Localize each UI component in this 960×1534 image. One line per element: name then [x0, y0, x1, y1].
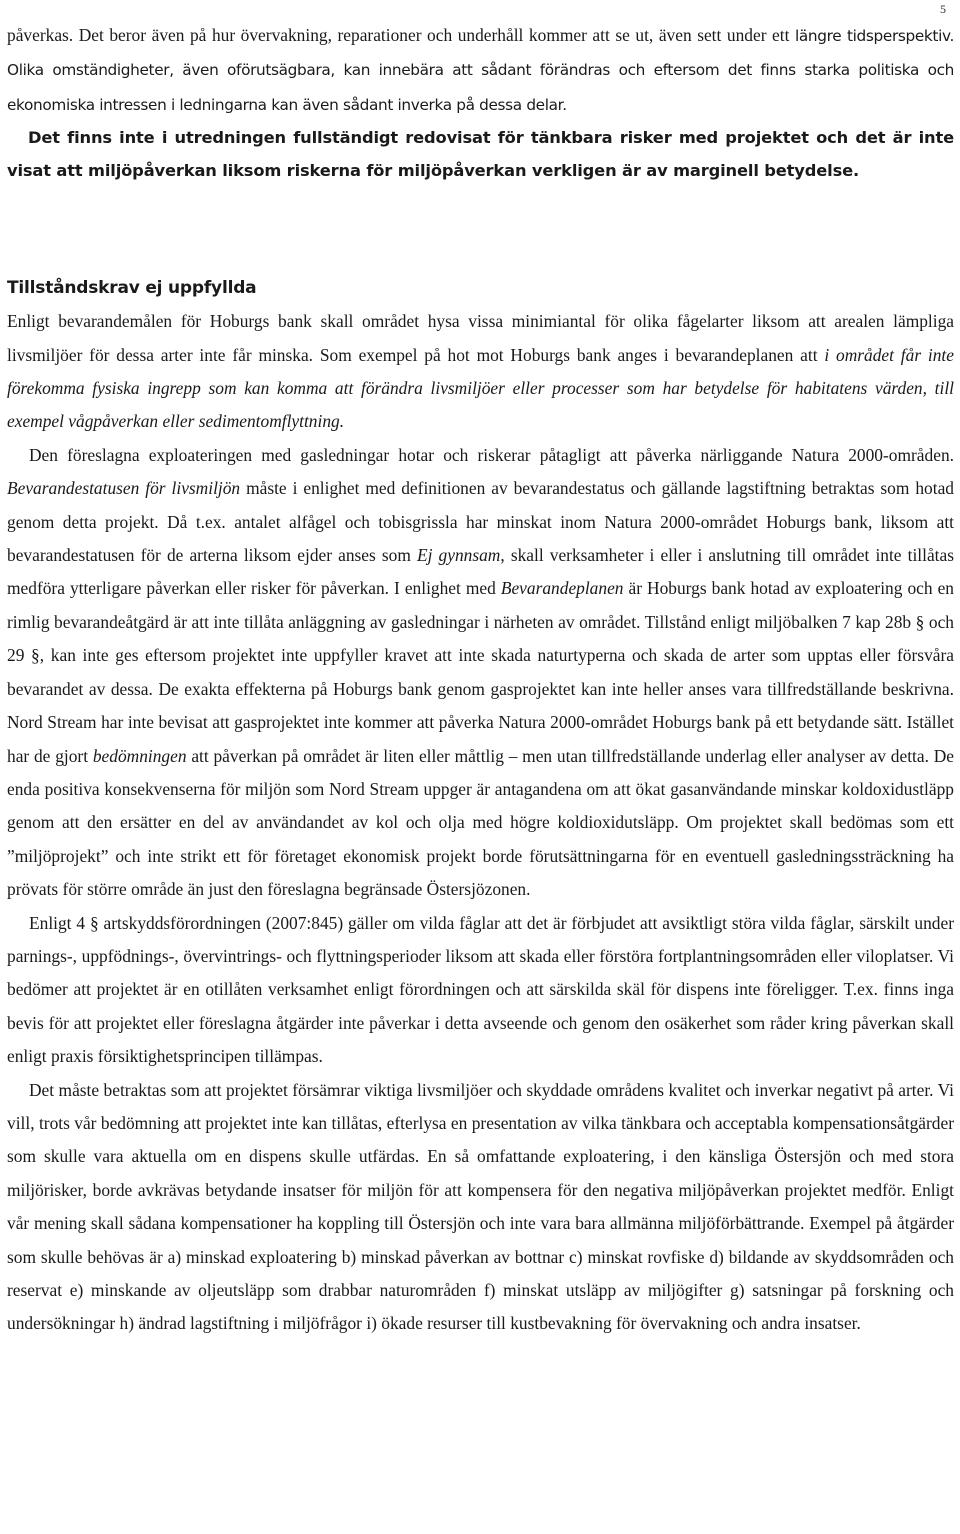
page-number: 5 — [940, 2, 946, 16]
paragraph-bevarandemal-text: Enligt bevarandemålen för Hoburgs bank skall området hysa vissa minimiantal för olika fågelarter liksom att arealen lämpliga livsmiljöer för dessa arter inte får minska. Som exempel på hot mot Hoburgs bank anges i bevarandeplanen att — [7, 311, 954, 365]
paragraph-bevarandemal — [7, 305, 954, 439]
paragraph-exploatering-text-a: Den föreslagna exploateringen med gasledningar hotar och riskerar påtagligt att påverka närliggande Natura 2000-områden. — [29, 444, 954, 465]
document-page — [7, 0, 954, 1341]
intro-line-1: påverkas. Det beror även på hur övervakning, reparationer och underhåll kommer att se ut, även sett under ett — [7, 25, 795, 45]
paragraph-exploatering-italic-b: Bevarandestatusen för livsmiljön — [7, 478, 241, 499]
paragraph-exploatering-italic-h: bedömningen — [92, 745, 187, 766]
paragraph-kompensation: Det måste betraktas som att projektet försämrar viktiga livsmiljöer och skyddade områdens kvalitet och inverkar negativt på arter. Vi vill, trots vår bedömning att projektet inte kan tillåtas, efterlysa en presentation av vilka tänkbara och acceptabla kompensationsåtgärder som skulle vara aktuella om en dispens skulle utfärdas. En så omfattande exploatering, i den känsliga Östersjön och med stora miljörisker, borde avkrävas betydande insatser för miljön för att kompensera för den negativa miljöpåverkan projektet medför. Enligt vår mening skall sådana kompensationer ha koppling till Östersjön och inte vara bara allmänna miljöförbättrande. Exempel på åtgärder som skulle behövas är a) minskad exploatering b) minskad påverkan av bottnar c) minskat rovfiske d) bildande av skyddsområden och reservat e) minskande av oljeutsläpp som drabbar naturområden f) minskat utsläpp av miljögifter g) satsningar på forskning och undersökningar h) ändrad lagstiftning i miljöfrågor i) ökade resurser till kustbevakning för övervakning och andra insatser. — [7, 1079, 954, 1334]
paragraph-artskydd: Enligt 4 § artskyddsförordningen (2007:845) gäller om vilda fåglar att det är förbjudet att avsiktligt störa vilda fåglar, särskilt under parnings-, uppfödnings-, övervintrings- och flyttningsperioder liksom att skada eller förstöra fortplantningsområden eller viloplatser. Vi bedömer att projektet är en otillåten verksamhet enligt förordningen och att särskilda skäl för dispens inte föreligger. T.ex. finns inga bevis för att projektet eller föreslagna åtgärder inte påverkar i detta avseende och genom den osäkerhet som råder kring påverkan skall enligt praxis försiktighetsprincipen tillämpas. — [7, 912, 954, 1067]
paragraph-exploatering-text-e: , skall verksamheter i eller i anslutning till området inte tillåtas medföra ytterligare påverkan eller risker för påverkan. I enlighet med — [7, 545, 954, 599]
section-heading: Tillståndskrav ej uppfyllda — [7, 278, 257, 299]
intro-sans-text: längre tidsperspektiv. Olika omständigheter, även oförutsägbara, kan innebära att sådant förändras och eftersom det finns starka politiska och ekonomiska intressen i ledningarna kan även sådant inverka på dessa delar. — [7, 27, 955, 114]
paragraph-exploatering-text-i: att påverkan på området är liten eller måttlig – men utan tillfredställande underlag eller analyser av detta. De enda positiva konsekvenserna för miljön som Nord Stream uppger är antagandena om att ökat gasanvändande minskar koldoxidustläpp genom att den ersätter en del av användandet av kol och olja med högre koldioxidutsläpp. Om projektet skall bedömas som ett ”miljöprojekt” och inte strikt ett för företaget ekonomisk projekt borde förutsättningarna för en eventuell gasledningssträckning ha prövats för större område än just den föreslagna begränsade Östersjözonen. — [7, 745, 954, 900]
paragraph-exploatering — [7, 439, 954, 907]
paragraph-bevarandemal-quote: i området får inte förekomma fysiska ingrepp som kan komma att förändra livsmiljöer eller processer som har betydelse för habitatens värden, till exempel vågpåverkan eller sedimentomflyttning. — [7, 344, 954, 432]
intro-paragraph — [7, 0, 954, 122]
paragraph-exploatering-italic-d: Ej gynnsam — [416, 545, 501, 566]
paragraph-exploatering-italic-f: Bevarandeplanen — [500, 578, 624, 599]
paragraph-exploatering-text-c: måste i enlighet med definitionen av bevarandestatus och gällande lagstiftning betraktas som hotad genom detta projekt. Då t.ex. antalet alfågel och tobisgrissla har minskat inom Natura 2000-området Hoburgs bank, liksom att bevarandestatusen för de arterna liksom ejder anses som — [7, 478, 954, 566]
paragraph-exploatering-text-g: är Hoburgs bank hotad av exploatering och en rimlig bevarandeåtgärd är att inte tillåta anläggning av gasledningar i närheten av området. Tillstånd enligt miljöbalken 7 kap 28b § och 29 §, kan inte ges eftersom projektet inte uppfyller kravet att inte skada naturtyperna och skada de arter som upptas eller försvåra bevarandet av dessa. De exakta effekterna på Hoburgs bank genom gasprojektet kan inte heller anses vara tillfredställande beskrivna. Nord Stream har inte bevisat att gasprojektet inte kommer att påverka Natura 2000-området Hoburgs bank på ett betydande sätt. Istället har de gjort — [7, 578, 954, 766]
intro-bold-statement: Det finns inte i utredningen fullständigt redovisat för tänkbara risker med projektet och det är inte visat att miljöpåverkan liksom riskerna för miljöpåverkan verkligen är av marginell betydelse. — [7, 128, 954, 180]
